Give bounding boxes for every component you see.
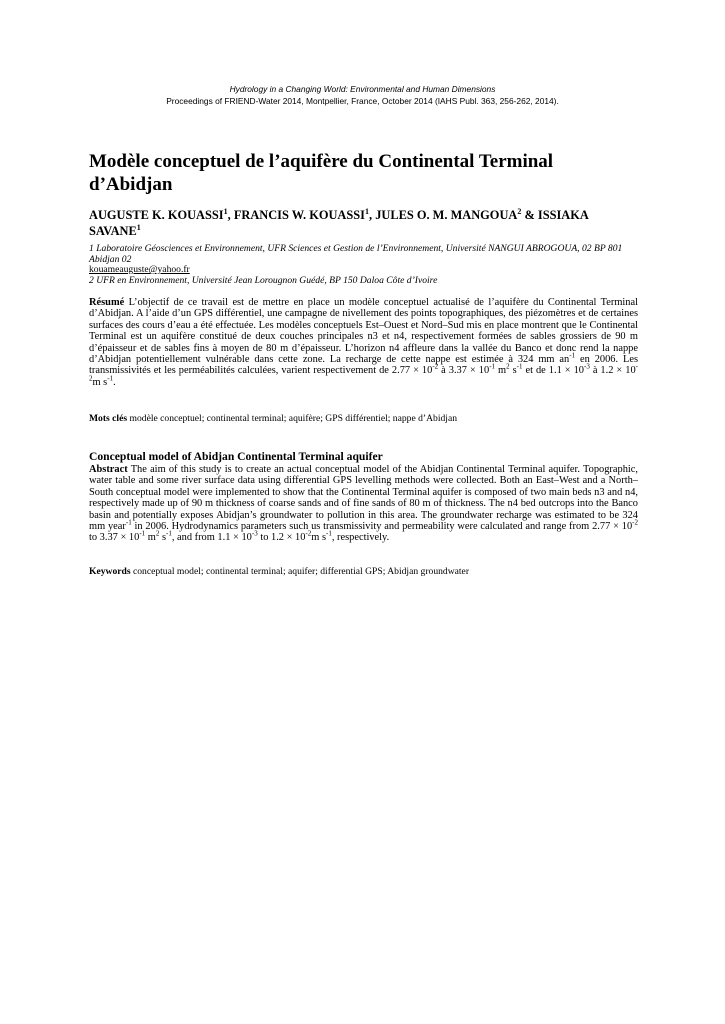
superscript: -2 <box>632 518 638 527</box>
author-name: JULES O. M. MANGOUA <box>375 208 518 222</box>
affiliation-2: 2 UFR en Environnement, Université Jean Lorougnon Guédé, BP 150 Daloa Côte d’Ivoire <box>89 274 438 286</box>
resume-text: m <box>495 365 507 377</box>
abstract-text: to 1.2 × 10 <box>257 532 306 544</box>
author-separator: , <box>227 208 234 222</box>
abstract-text: s <box>159 532 166 544</box>
resume-text: m s <box>92 376 108 388</box>
keywords-text: conceptual model; continental terminal; aquifer; differential GPS; Abidjan groundwater <box>130 566 470 577</box>
author-separator: & <box>521 208 538 222</box>
resume-text: et de 1.1 × 10 <box>522 365 584 377</box>
superscript: -2 <box>432 362 439 371</box>
resume-text: en 2006. Les transmissivités et les perméabilités calculées, varient respectivement de 2.77 × 10 <box>89 354 638 377</box>
author-separator: , <box>368 208 376 222</box>
superscript: 2 <box>155 529 160 538</box>
affiliation-1: 1 Laboratoire Géosciences et Environnement, UFR Sciences et Gestion de l’Environnement, Université NANGUI ABROGOUA, 02 BP 801 Abidjan 02 <box>89 243 623 265</box>
superscript: -1 <box>139 529 146 538</box>
author-name: FRANCIS W. KOUASSI <box>233 208 365 222</box>
superscript: -1 <box>326 529 332 538</box>
author-name: ISSIAKA SAVANE <box>89 208 589 238</box>
author-email-link[interactable]: kouameauguste@yahoo.fr <box>89 264 190 276</box>
resume-text: à 1.2 × 10 <box>589 365 636 377</box>
superscript: -1 <box>107 374 114 383</box>
abstract-text: The aim of this study is to create an actual conceptual model of the Abidjan Continental Terminal aquifer. Topographic, water table and some river surface data using differential GPS levelling methods were collected. Both an East–West and a North–South conceptual model were implemented to show that the Continental Terminal aquifer is composed of two main beds n3 and n4, respectively made up of 90 m thickness of coarse sands and of fine sands of 80 m of thickness. The n4 bed outcrops into the Banco basin and potentially exposes Abidjan’s groundwater to pollution in this area. The groundwater recharge was estimated to be 324 mm year <box>89 464 638 533</box>
mots-cles-label: Mots clés <box>89 413 128 424</box>
paper-title: Modèle conceptuel de l’aquifère du Continental Terminal d’Abidjan <box>89 151 554 195</box>
running-head-journal: Hydrology in a Changing World: Environmental and Human Dimensions <box>229 84 496 94</box>
resume-label: Résumé <box>89 297 125 308</box>
resume-text: . <box>113 376 116 388</box>
english-abstract <box>89 464 638 544</box>
author-list <box>89 207 638 239</box>
keywords-label: Keywords <box>89 566 131 577</box>
resume-text: L’objectif de ce travail est de mettre en place un modèle conceptuel actualisé de l’aquifère du Continental Terminal d’Abidjan. A l’aide d’un GPS différentiel, une campagne de nivellement des points topographiques, des piézomètres et de certaines surfaces des cours d’eau a été effectuée. Les modèles conceptuels Est–Ouest et Nord–Sud mis en place montrent que le Continental Terminal est un aquifère constitué de deux couches principales n3 et n4, respectivement formées de sables grossiers de 90 m d’épaisseur et de sables fins à moyen de 80 m d’épaisseur. L’horizon n4 affleure dans la vallée du Banco et donc rend la nappe d’Abidjan potentiellement vulnérable dans cette zone. La recharge de cette nappe est estimée à 324 mm an <box>89 297 638 366</box>
abstract-text: m s <box>311 532 327 544</box>
running-head <box>0 84 725 107</box>
author-name: AUGUSTE K. KOUASSI <box>89 208 224 222</box>
mots-cles <box>89 413 638 424</box>
superscript: -3 <box>251 529 258 538</box>
superscript: -2 <box>305 529 312 538</box>
english-title-heading: Conceptual model of Abidjan Continental Terminal aquifer <box>89 450 383 463</box>
resume-text: à 3.37 × 10 <box>438 365 490 377</box>
abstract-text: , respectively. <box>331 532 390 544</box>
abstract-text: to 3.37 × 10 <box>89 532 140 544</box>
superscript: -1 <box>166 529 172 538</box>
author-affiliation-mark: 1 <box>223 206 228 216</box>
superscript: -3 <box>584 362 590 371</box>
abstract-text: m <box>145 532 156 544</box>
author-affiliation-mark: 1 <box>364 206 369 216</box>
author-affiliation-mark: 1 <box>136 222 141 232</box>
superscript: -2 <box>89 362 638 383</box>
abstract-text: in 2006. Hydrodynamics parameters such us transmissivity and permeability were calculated and range from 2.77 × 10 <box>131 521 633 533</box>
resume-text: s <box>509 365 517 377</box>
mots-cles-text: modèle conceptuel; continental terminal; aquifère; GPS différentiel; nappe d’Abidjan <box>127 413 458 424</box>
keywords <box>89 566 638 577</box>
author-affiliation-mark: 2 <box>517 206 522 216</box>
superscript: -1 <box>125 518 132 527</box>
superscript: -1 <box>569 351 576 360</box>
superscript: -1 <box>489 362 496 371</box>
abstract-text: , and from 1.1 × 10 <box>171 532 252 544</box>
superscript: -1 <box>516 362 523 371</box>
affiliations <box>89 244 638 286</box>
abstract-label: Abstract <box>89 464 128 475</box>
resume-abstract <box>89 297 638 388</box>
superscript: 2 <box>506 362 510 371</box>
running-head-proceedings: Proceedings of FRIEND-Water 2014, Montpellier, France, October 2014 (IAHS Publ. 363, 256-262, 2014). <box>166 95 559 106</box>
